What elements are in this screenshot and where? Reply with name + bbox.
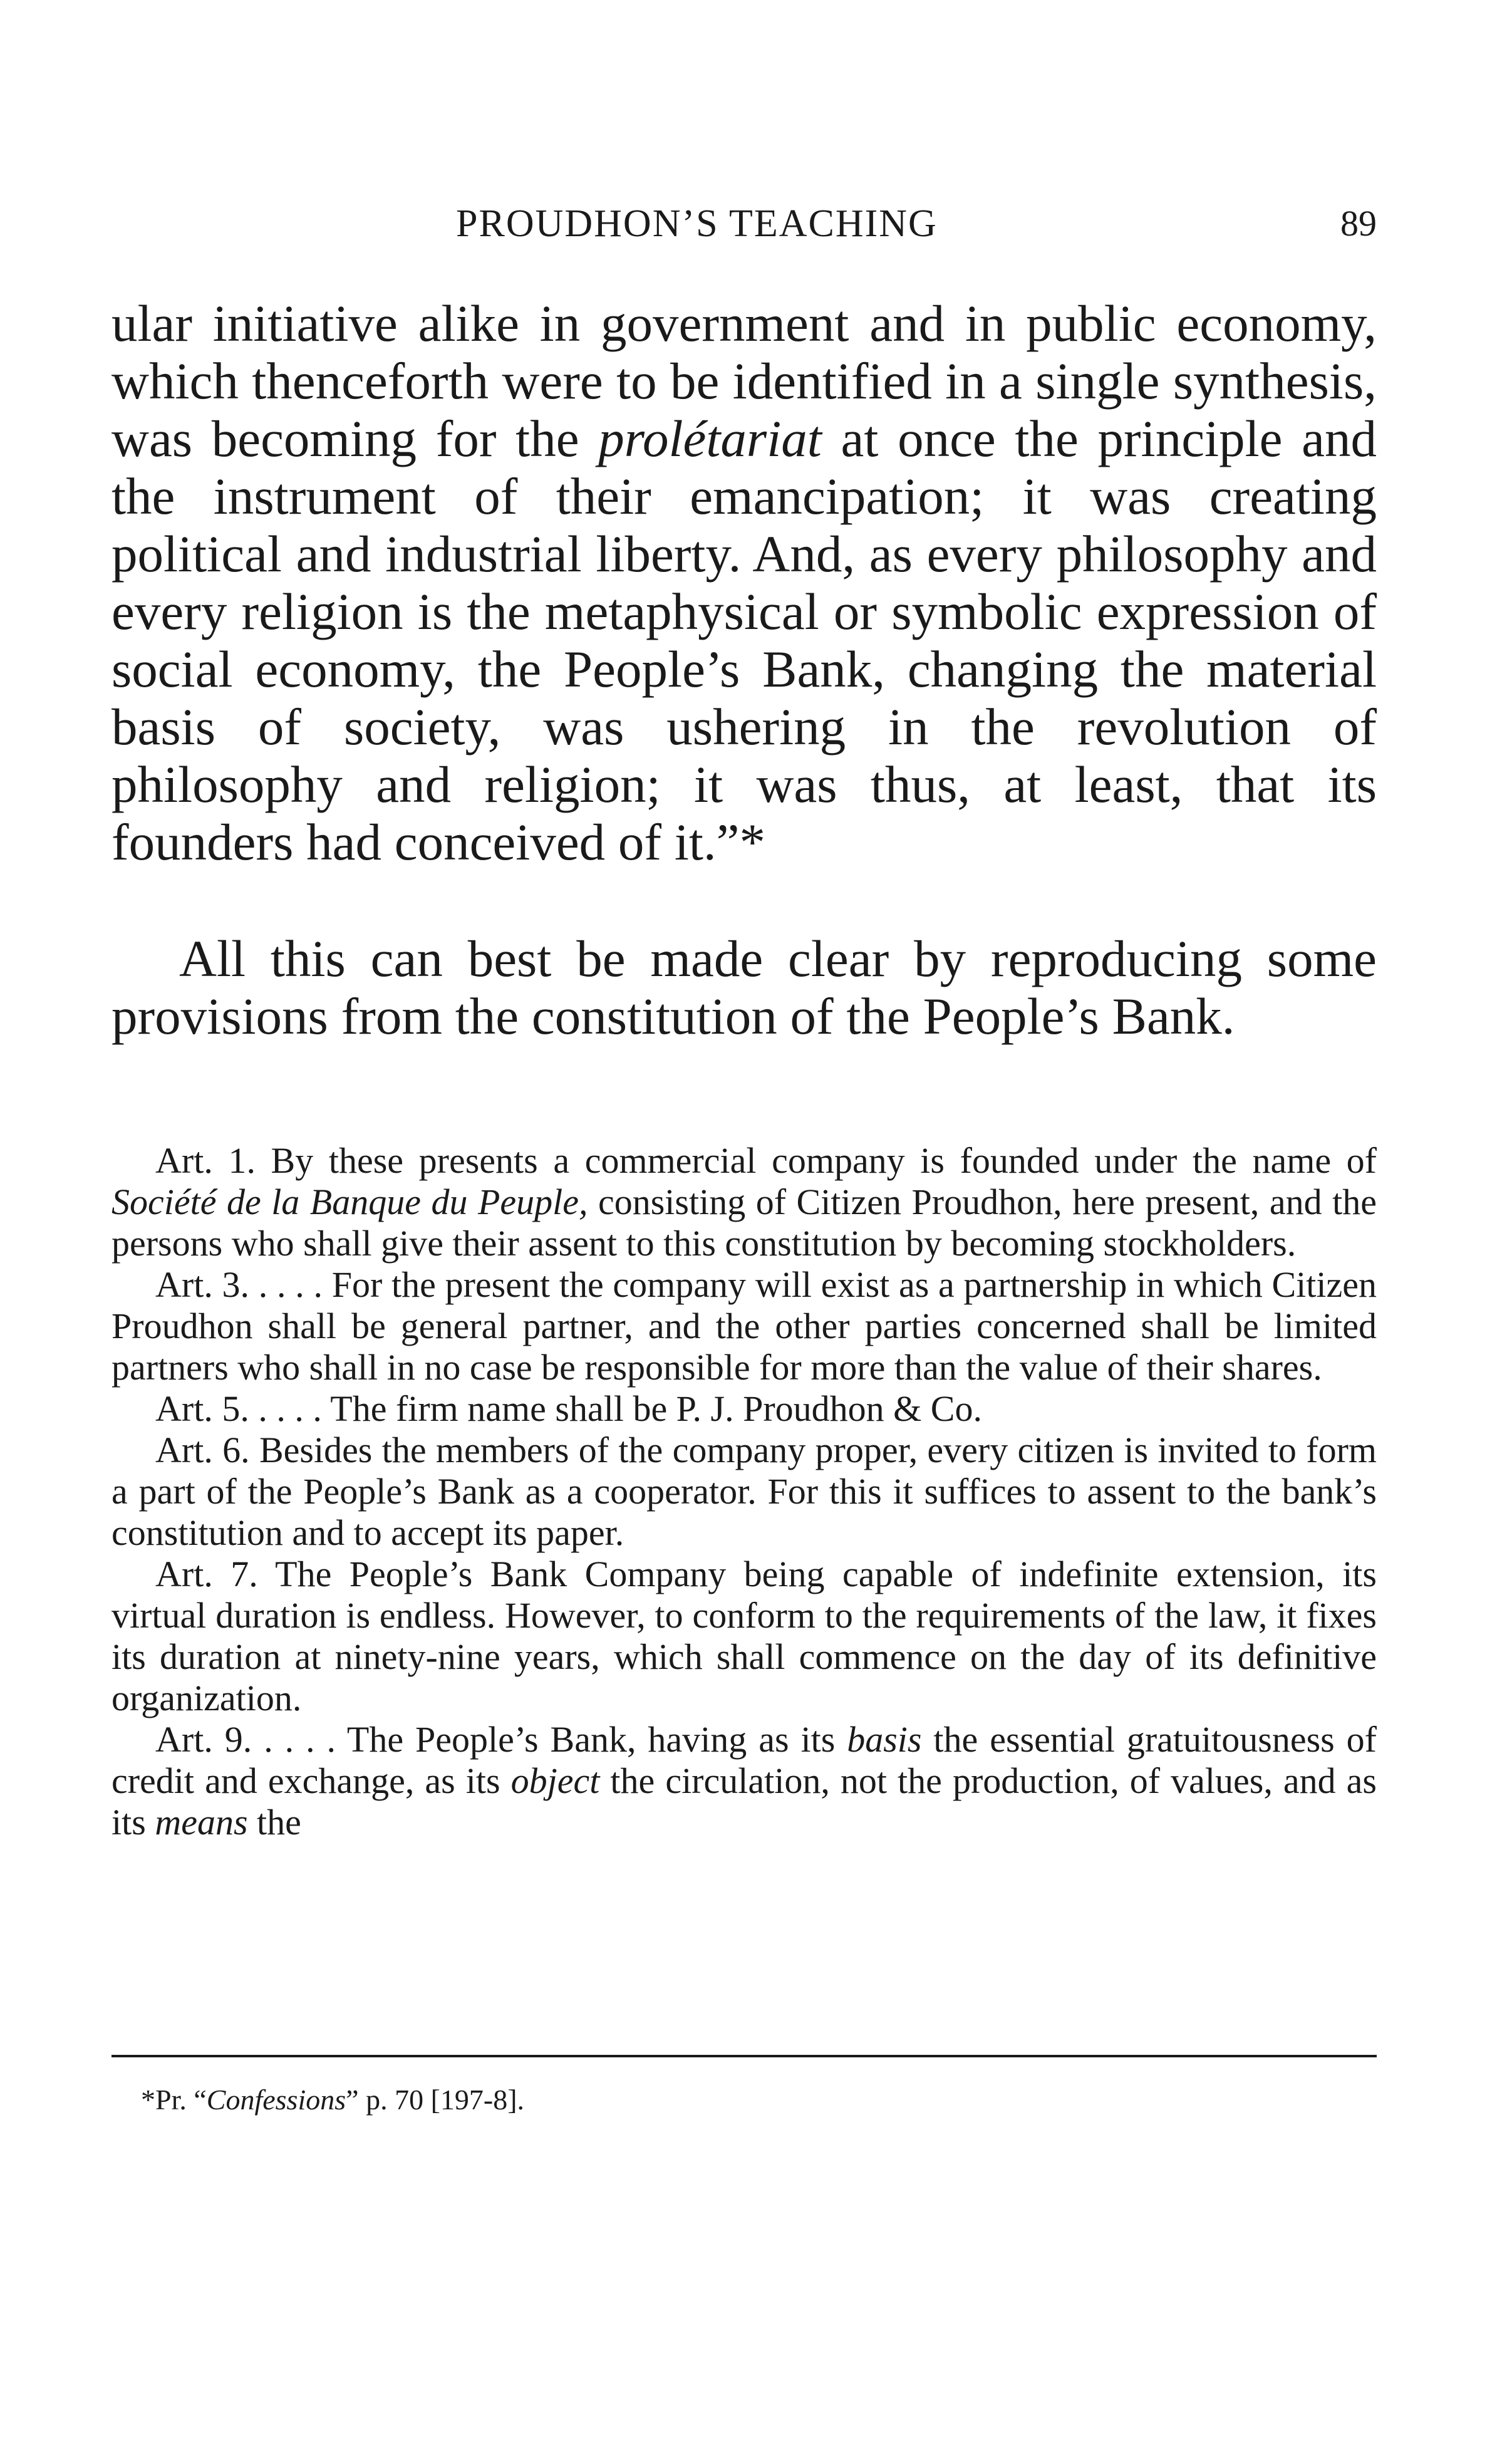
italic-object: object [510, 1760, 600, 1801]
italic-proletariat: prolétariat [598, 410, 822, 467]
italic-basis: basis [847, 1719, 922, 1760]
italic-means: means [155, 1802, 248, 1842]
page-number: 89 [1340, 203, 1377, 244]
article-9-mid-1: the essential gratuitousness of credit and exchange, as its [111, 1719, 1377, 1801]
body-paragraph-2 [111, 930, 1377, 1045]
article-9-mid-2: the circulation, not the production, of values, and as its [111, 1760, 1377, 1842]
article-1 [111, 1140, 1377, 1264]
footnote-marker: *Pr. “ [141, 2084, 207, 2116]
paragraph-2: All this can best be made clear by reproducing some provisions from the constitution of the People’s Bank. [111, 930, 1377, 1045]
constitution-articles [111, 1140, 1377, 1843]
article-1-tail: consisting of Citizen Proudhon, here present, and the persons who shall give their assent to this constitution by becoming stockholders. [111, 1182, 1377, 1264]
footnote-divider [111, 2055, 1377, 2057]
article-6: Art. 6. Besides the members of the company proper, every citizen is invited to form a part of the People’s Bank as a cooperator. For this it suffices to assent to the bank’s constitution and to accept its paper. [111, 1430, 1377, 1553]
footnote-reference: ” p. 70 [197-8]. [346, 2084, 525, 2116]
article-5: Art. 5. . . . . The firm name shall be P. J. Proudhon & Co. [155, 1388, 982, 1429]
footnote-title: Confessions [206, 2084, 346, 2116]
article-7: Art. 7. The People’s Bank Company being capable of indefinite extension, its virtual duration is endless. However, to conform to the requirements of the law, it fixes its duration at ninety-nine years, which shall commence on the day of its definitive organization. [111, 1554, 1377, 1718]
article-1-lead: Art. 1. By these presents a commercial company is founded under the name of [155, 1140, 1377, 1181]
paragraph-1-tail: at once the principle and the instrument of their emancipation; it was creating political and industrial liberty. And, as every philosophy and every religion is the metaphysical or symbolic expression of social economy, the People’s Bank, changing the material basis of society, was ushering in the revolution of philosophy and religion; it was thus, at least, that its founders had conceived of it.”* [111, 410, 1377, 871]
body-paragraph-continuation [111, 294, 1377, 871]
article-3: Art. 3. . . . . For the present the company will exist as a partnership in which Citizen Proudhon shall be general partner, and the other parties concerned shall be limited partners who shall in no case be responsible for more than the value of their shares. [111, 1264, 1377, 1388]
running-head [111, 195, 1377, 252]
paragraph-1-lead: ular initiative alike in government and in public economy, which thenceforth were to be identified in a single synthesis, was becoming for the [111, 294, 1377, 467]
article-9-lead: Art. 9. . . . . The People’s Bank, having as its [155, 1719, 847, 1760]
page-title: PROUDHON’S TEACHING [456, 202, 938, 245]
paragraph-1 [111, 294, 1377, 871]
footnote [141, 2081, 524, 2119]
bank-name-italic: Société de la Banque du Peuple, [111, 1182, 588, 1222]
article-9-tail: the [247, 1802, 301, 1842]
article-9 [111, 1719, 1377, 1843]
